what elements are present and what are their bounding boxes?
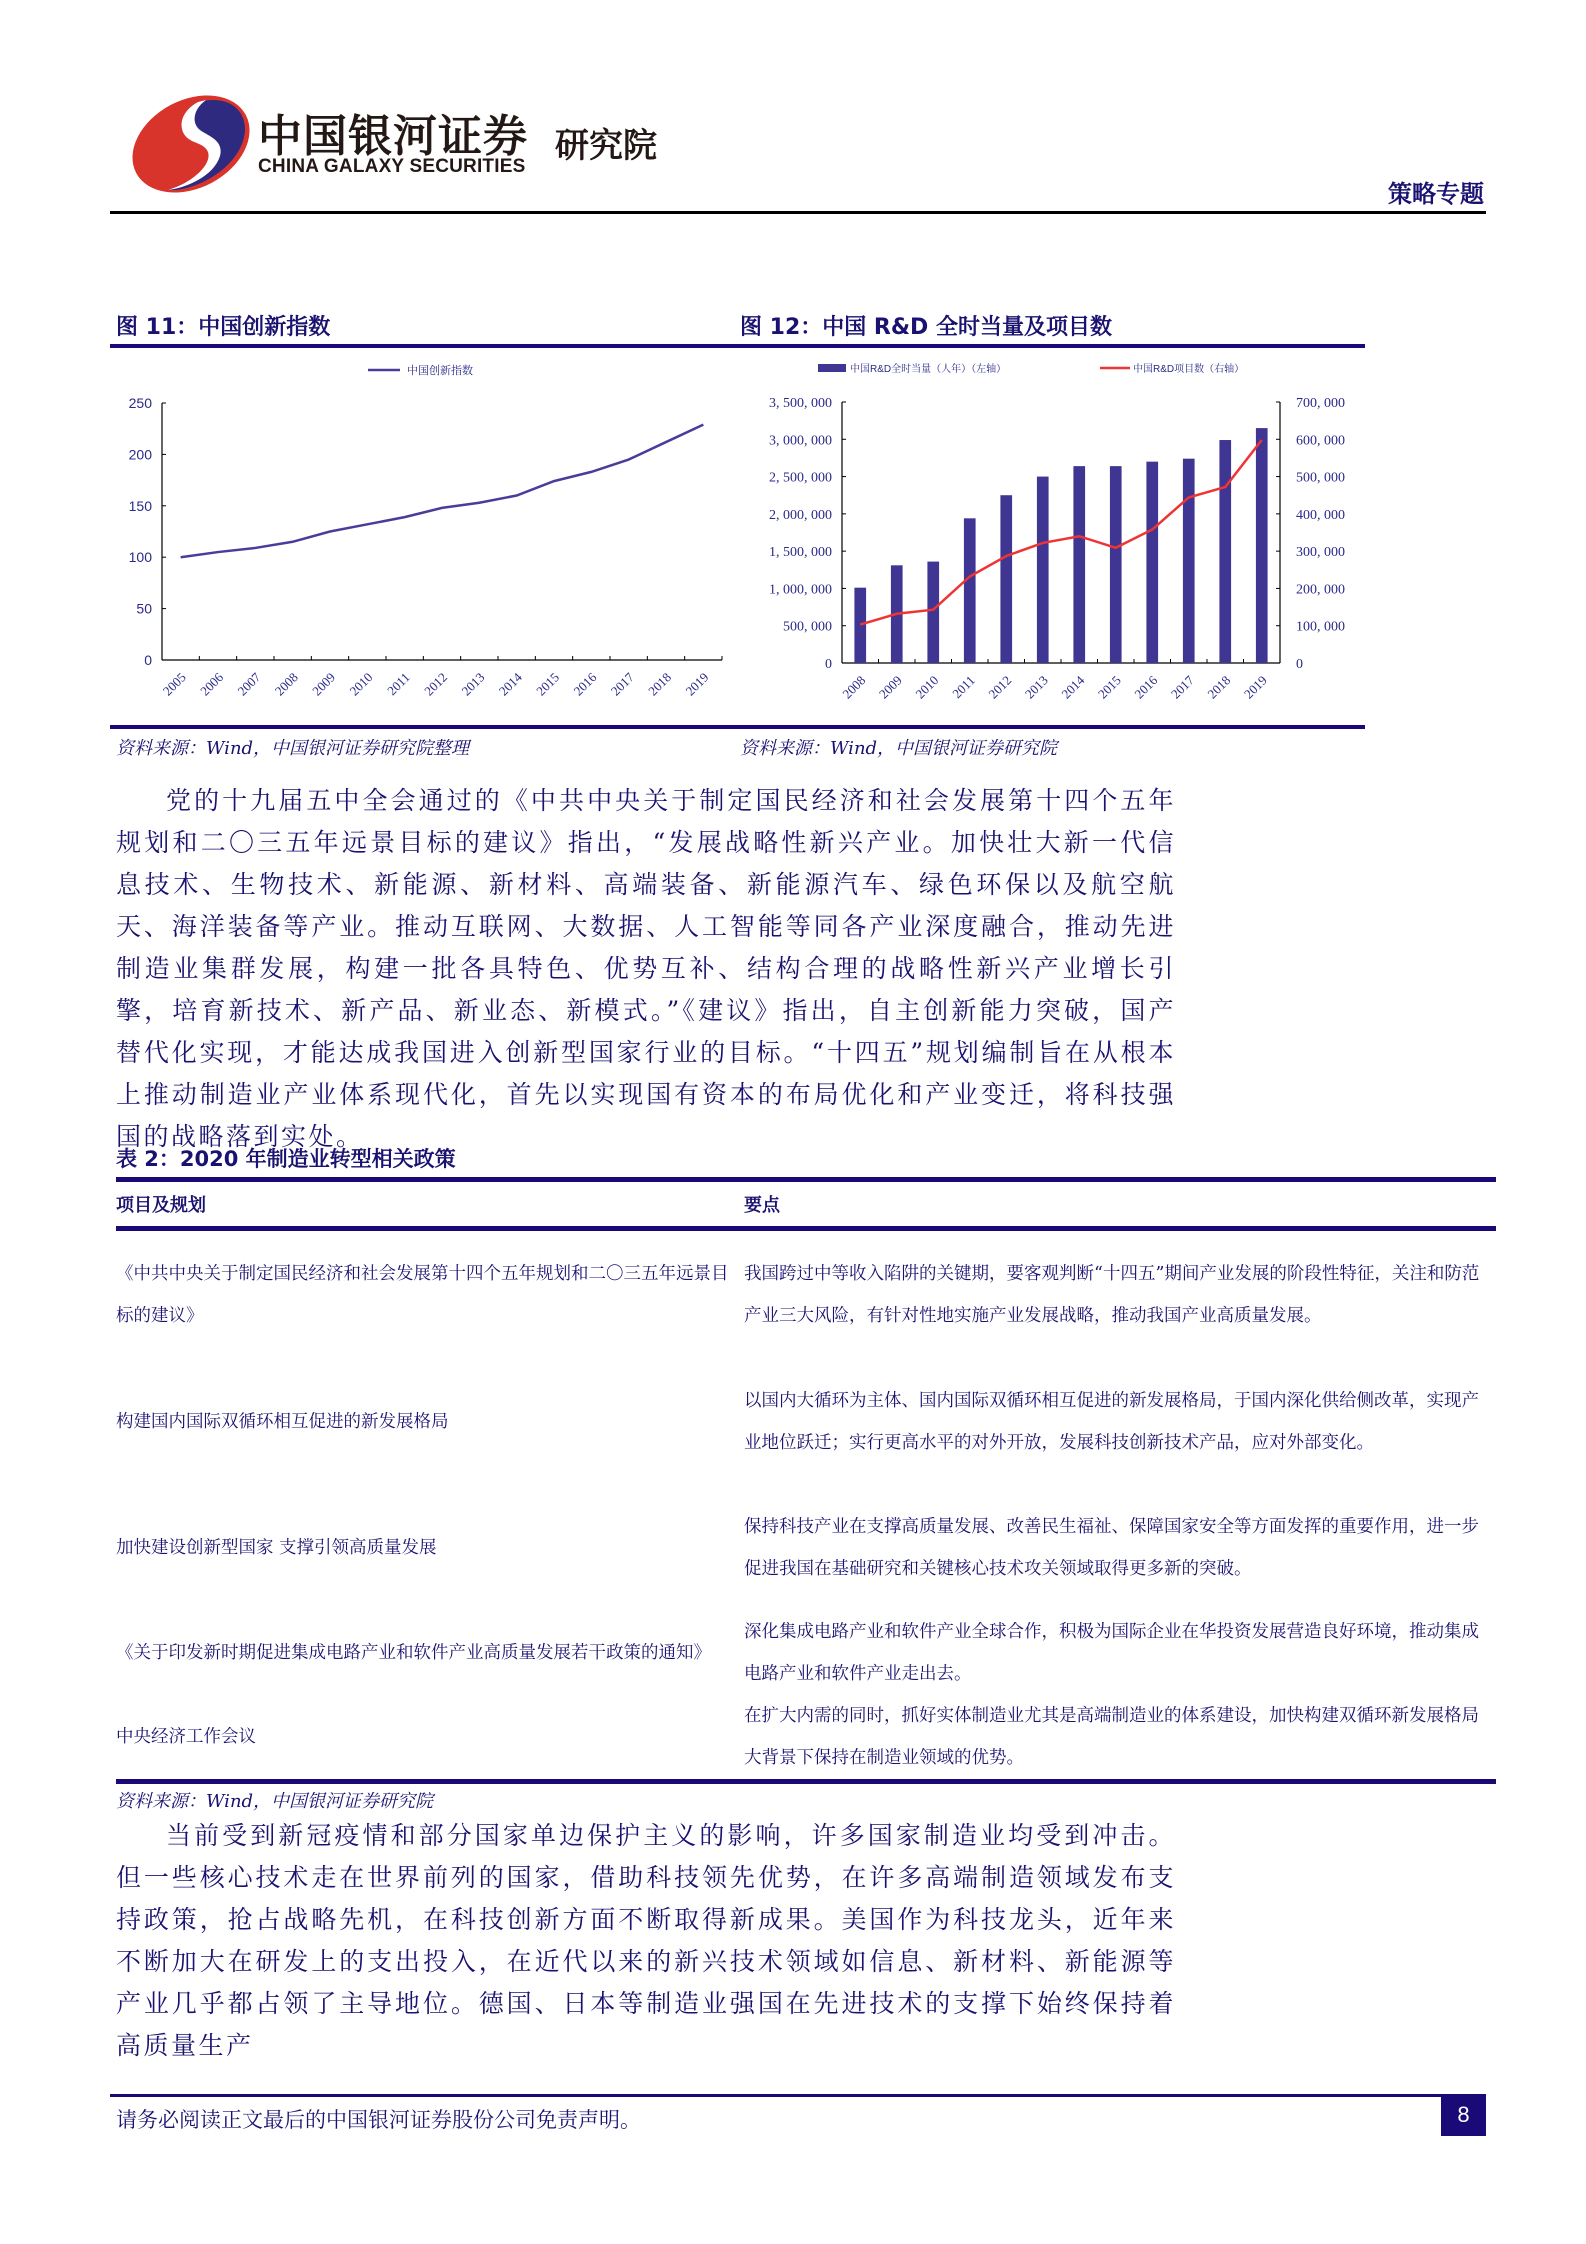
footer-divider (110, 2094, 1486, 2097)
svg-text:2008: 2008 (839, 672, 869, 702)
svg-text:300, 000: 300, 000 (1296, 545, 1345, 561)
table-cell-item: 构建国内国际双循环相互促进的新发展格局 (116, 1412, 449, 1432)
figure11-top-rule (110, 344, 730, 348)
svg-text:2007: 2007 (234, 669, 264, 699)
table2-title: 表 2：2020 年制造业转型相关政策 (116, 1147, 456, 1171)
table-bottom-rule (116, 1779, 1496, 1784)
svg-text:250: 250 (128, 395, 152, 411)
svg-text:150: 150 (128, 497, 152, 514)
table-cell-item: 中央经济工作会议 (116, 1727, 256, 1747)
svg-text:2005: 2005 (159, 669, 189, 699)
svg-text:500, 000: 500, 000 (783, 619, 832, 635)
brand-name-cn: 中国银河证券 (258, 111, 528, 162)
figure12-chart (730, 350, 1370, 720)
table-cell-item: 《中共中央关于制定国民经济和社会发展第十四个五年规划和二〇三五年远景目标的建议》 (116, 1264, 729, 1326)
header-divider (110, 211, 1486, 214)
svg-text:50: 50 (136, 600, 152, 617)
table-cell-point: 深化集成电路产业和软件产业全球合作，积极为国际企业在华投资发展营造良好环境，推动集成电路产业和软件产业走出去。 (744, 1622, 1479, 1684)
figure12-title: 图 12：中国 R&D 全时当量及项目数 (740, 315, 1112, 340)
svg-text:2, 000, 000: 2, 000, 000 (769, 507, 832, 523)
policy-table (116, 1177, 1496, 1784)
figure12-source: 资料来源：Wind，中国银河证券研究院 (740, 738, 1058, 759)
body-paragraph-1: 党的十九届五中全会通过的《中共中央关于制定国民经济和社会发展第十四个五年规划和二〇三五年远景目标的建议》指出，“发展战略性新兴产业。加快壮大新一代信息技术、生物技术、新能源、新材料、高端装备、新能源汽车、绿色环保以及航空航天、海洋装备等产业。推动互联网、大数据、人工智能等同各产业深度融合，推动先进制造业集群发展，构建一批各具特色、优势互补、结构合理的战略性新兴产业增长引擎，培育新技术、新产品、新业态、新模式。”《建议》指出，自主创新能力突破，国产替代化实现，才能达成我国进入创新型国家行业的目标。“十四五”规划编制旨在从根本上推动制造业产业体系现代化，首先以实现国有资本的布局优化和产业变迁，将科技强国的战略落到实处。 (116, 786, 1176, 1151)
svg-text:3, 500, 000: 3, 500, 000 (769, 396, 832, 411)
svg-text:100: 100 (128, 549, 152, 566)
figure11-bottom-rule (110, 725, 730, 729)
table-row (116, 1611, 1496, 1695)
svg-text:2010: 2010 (912, 672, 942, 702)
svg-text:1, 500, 000: 1, 500, 000 (769, 545, 832, 561)
figure12-top-rule (730, 344, 1365, 348)
svg-text:500, 000: 500, 000 (1296, 470, 1345, 486)
svg-text:2011: 2011 (384, 669, 413, 699)
svg-text:2006: 2006 (197, 669, 227, 699)
table-cell-point: 在扩大内需的同时，抓好实体制造业尤其是高端制造业的体系建设，加快构建双循环新发展格局大背景下保持在制造业领域的优势。 (744, 1706, 1479, 1768)
svg-text:2019: 2019 (682, 669, 712, 699)
svg-text:1, 000, 000: 1, 000, 000 (769, 582, 832, 598)
svg-text:3, 000, 000: 3, 000, 000 (769, 433, 832, 449)
figure11-source: 资料来源：Wind，中国银河证券研究院整理 (116, 738, 470, 759)
svg-text:2016: 2016 (1131, 672, 1161, 702)
svg-text:2, 500, 000: 2, 500, 000 (769, 470, 832, 486)
svg-text:2009: 2009 (309, 669, 339, 699)
svg-text:700, 000: 700, 000 (1296, 396, 1345, 411)
svg-text:2009: 2009 (875, 672, 905, 702)
svg-text:2017: 2017 (607, 669, 637, 699)
figure11-title: 图 11：中国创新指数 (116, 315, 331, 340)
svg-text:0: 0 (825, 657, 832, 672)
svg-text:0: 0 (144, 652, 152, 668)
svg-text:2013: 2013 (458, 669, 488, 699)
table-row (116, 1695, 1496, 1779)
svg-text:2019: 2019 (1240, 672, 1270, 702)
company-logo-icon (128, 92, 254, 196)
table-header-item: 项目及规划 (116, 1195, 206, 1216)
table-row (116, 1359, 1496, 1485)
svg-text:400, 000: 400, 000 (1296, 507, 1345, 523)
legend-label: 中国R&D项目数（右轴） (1133, 364, 1245, 375)
svg-text:2013: 2013 (1021, 672, 1051, 702)
table2-source: 资料来源：Wind，中国银河证券研究院 (116, 1791, 434, 1812)
legend-label: 中国R&D全时当量（人年）（左轴） (850, 364, 1007, 375)
brand-name-en: CHINA GALAXY SECURITIES (258, 156, 526, 177)
svg-text:2018: 2018 (1204, 672, 1234, 702)
svg-text:2014: 2014 (1058, 672, 1088, 702)
table-cell-point: 以国内大循环为主体、国内国际双循环相互促进的新发展格局，于国内深化供给侧改革，实现产业地位跃迁；实行更高水平的对外开放，发展科技创新技术产品，应对外部变化。 (744, 1391, 1479, 1453)
svg-text:100, 000: 100, 000 (1296, 619, 1345, 635)
svg-text:2012: 2012 (421, 669, 451, 699)
svg-text:200: 200 (128, 446, 152, 463)
table-cell-point: 我国跨过中等收入陷阱的关键期，要客观判断“十四五”期间产业发展的阶段性特征，关注和防范产业三大风险，有针对性地实施产业发展战略，推动我国产业高质量发展。 (744, 1264, 1480, 1326)
svg-text:200, 000: 200, 000 (1296, 582, 1345, 598)
svg-text:2014: 2014 (495, 669, 525, 699)
figure11-chart (110, 350, 730, 720)
body-paragraph-2: 当前受到新冠疫情和部分国家单边保护主义的影响，许多国家制造业均受到冲击。但一些核心技术走在世界前列的国家，借助科技领先优势，在许多高端制造领域发布支持政策，抢占战略先机，在科技创新方面不断取得新成果。美国作为科技龙头，近年来不断加大在研发上的支出投入，在近代以来的新兴技术领域如信息、新材料、新能源等产业几乎都占领了主导地位。德国、日本等制造业强国在先进技术的支撑下始终保持着高质量生产 (116, 1821, 1176, 2060)
svg-text:2011: 2011 (949, 672, 978, 702)
brand-institute: 研究院 (555, 126, 657, 166)
footer-disclaimer: 请务必阅读正文最后的中国银河证券股份公司免责声明。 (116, 2108, 641, 2132)
svg-text:2008: 2008 (271, 669, 301, 699)
svg-text:2012: 2012 (985, 672, 1015, 702)
table-header-point: 要点 (744, 1195, 780, 1216)
table-cell-item: 加快建设创新型国家 支撑引领高质量发展 (116, 1538, 437, 1558)
figure12-bottom-rule (730, 725, 1365, 729)
svg-text:2016: 2016 (570, 669, 600, 699)
table-row (116, 1485, 1496, 1611)
svg-text:2010: 2010 (346, 669, 376, 699)
svg-text:2017: 2017 (1167, 672, 1197, 702)
legend-label: 中国创新指数 (407, 365, 473, 377)
table-cell-item: 《关于印发新时期促进集成电路产业和软件产业高质量发展若干政策的通知》 (116, 1643, 711, 1663)
svg-text:2015: 2015 (533, 669, 563, 699)
table-header-row (116, 1182, 1496, 1226)
page-number: 8 (1441, 2094, 1486, 2136)
svg-text:600, 000: 600, 000 (1296, 433, 1345, 449)
svg-text:0: 0 (1296, 657, 1303, 672)
table-cell-point: 保持科技产业在支撑高质量发展、改善民生福祉、保障国家安全等方面发挥的重要作用，进一步促进我国在基础研究和关键核心技术攻关领域取得更多新的突破。 (744, 1517, 1479, 1579)
svg-text:2018: 2018 (645, 669, 675, 699)
table-row (116, 1231, 1496, 1359)
svg-text:2015: 2015 (1094, 672, 1124, 702)
section-tag: 策略专题 (1388, 179, 1484, 208)
